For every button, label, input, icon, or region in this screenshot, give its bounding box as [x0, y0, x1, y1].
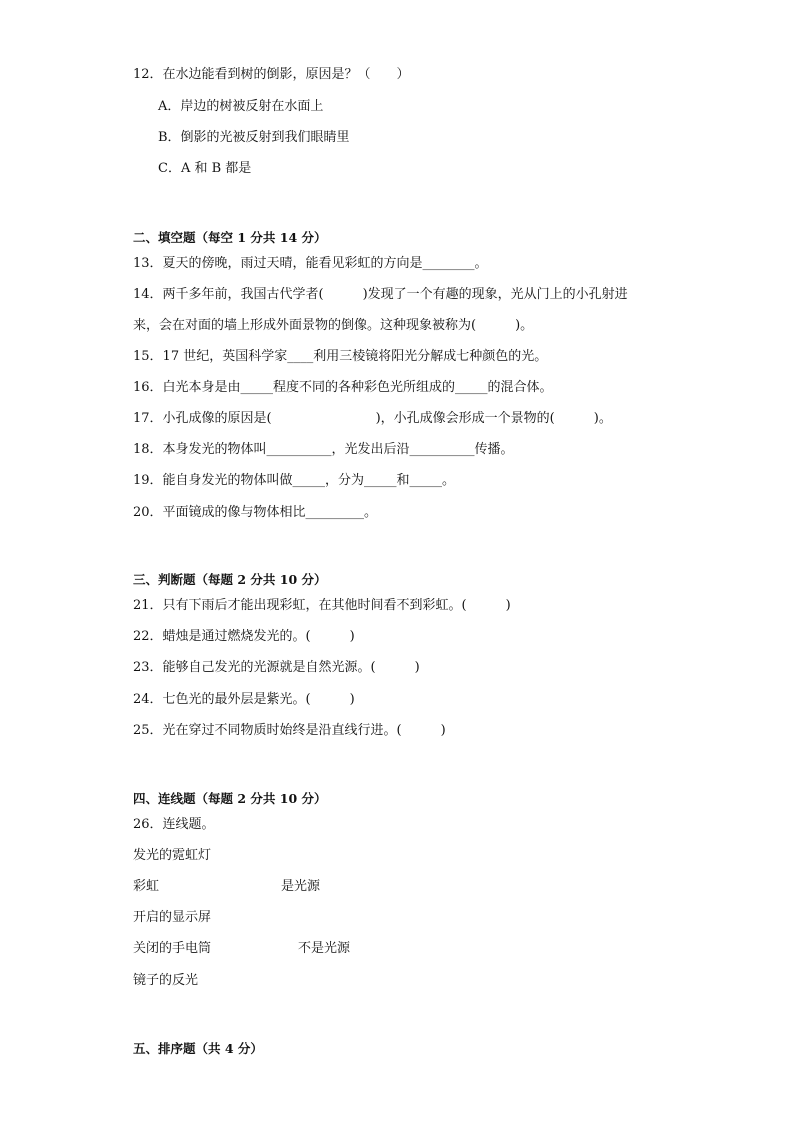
- match-left-item: 开启的显示屏: [133, 910, 212, 925]
- section-heading: 三、判断题（每题 2 分共 10 分）: [133, 572, 327, 587]
- match-right-item: 不是光源: [298, 941, 351, 956]
- match-right-item: 是光源: [281, 879, 321, 894]
- match-left-item: 镜子的反光: [133, 973, 199, 988]
- section-heading: 五、排序题（共 4 分）: [133, 1041, 263, 1056]
- match-left-item: 发光的霓虹灯: [133, 848, 212, 863]
- question-13: 13．夏天的傍晚，雨过天晴，能看见彩虹的方向是________。: [133, 256, 488, 271]
- question-15: 15．17 世纪，英国科学家____利用三棱镜将阳光分解成七种颜色的光。: [133, 349, 548, 364]
- question-14-line2: 来，会在对面的墙上形成外面景物的倒像。这种现象被称为( )。: [133, 318, 534, 333]
- question-19: 19．能自身发光的物体叫做_____，分为_____和_____。: [133, 473, 456, 488]
- question-20: 20．平面镜成的像与物体相比_________。: [133, 505, 378, 520]
- q12-option-c: C．A 和 B 都是: [158, 161, 252, 176]
- q12-option-b: B．倒影的光被反射到我们眼睛里: [158, 130, 350, 145]
- question-18: 18．本身发光的物体叫__________，光发出后沿__________传播。: [133, 442, 514, 457]
- question-25: 25．光在穿过不同物质时始终是沿直线行进。( ): [133, 723, 446, 738]
- question-23: 23．能够自己发光的光源就是自然光源。( ): [133, 660, 420, 675]
- question-21: 21．只有下雨后才能出现彩虹，在其他时间看不到彩虹。( ): [133, 598, 511, 613]
- question-26: 26．连线题。: [133, 817, 215, 832]
- section-heading: 四、连线题（每题 2 分共 10 分）: [133, 791, 327, 806]
- question-22: 22．蜡烛是通过燃烧发光的。( ): [133, 629, 355, 644]
- q12-option-a: A．岸边的树被反射在水面上: [158, 99, 324, 114]
- question-24: 24．七色光的最外层是紫光。( ): [133, 692, 355, 707]
- section-heading: 二、填空题（每空 1 分共 14 分）: [133, 230, 327, 245]
- match-left-item: 彩虹: [133, 879, 160, 894]
- question-17: 17．小孔成像的原因是( )，小孔成像会形成一个景物的( )。: [133, 411, 612, 426]
- question-16: 16．白光本身是由_____程度不同的各种彩色光所组成的_____的混合体。: [133, 380, 553, 395]
- question-14-line1: 14．两千多年前，我国古代学者( )发现了一个有趣的现象，光从门上的小孔射进: [133, 287, 628, 302]
- q12-stem: 12．在水边能看到树的倒影，原因是？（ ）: [133, 67, 410, 82]
- match-left-item: 关闭的手电筒: [133, 941, 212, 956]
